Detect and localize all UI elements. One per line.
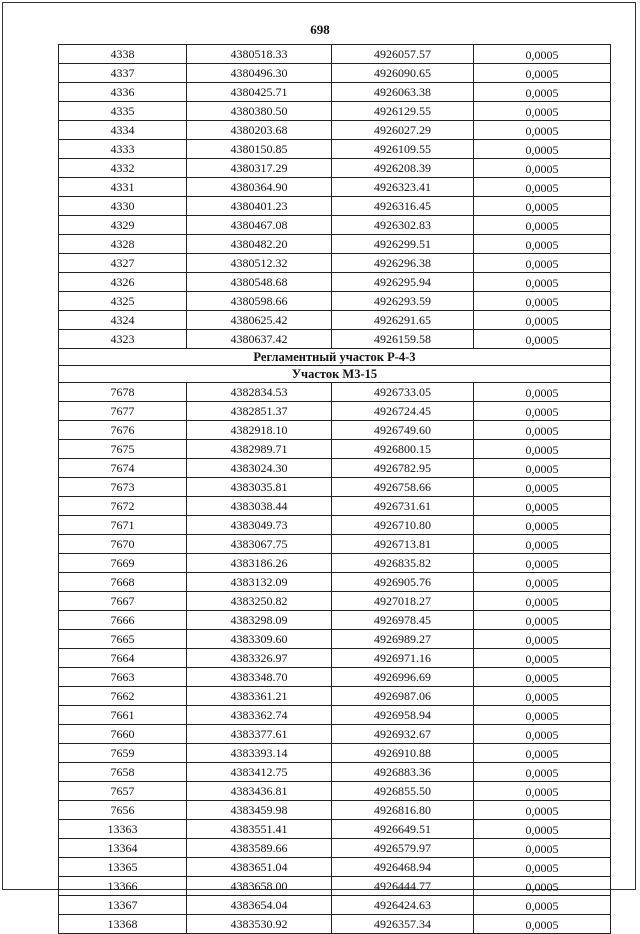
y-coordinate-cell: 4926987.06 xyxy=(332,687,474,706)
table-row xyxy=(59,858,611,877)
point-number-cell: 13367 xyxy=(59,896,187,915)
point-number-cell: 7668 xyxy=(59,573,187,592)
x-coordinate-cell: 4382989.71 xyxy=(187,440,332,459)
accuracy-cell: 0,0005 xyxy=(474,102,611,121)
y-coordinate-cell: 4926357.34 xyxy=(332,915,474,934)
x-coordinate-cell: 4383250.82 xyxy=(187,592,332,611)
table-row xyxy=(59,273,611,292)
table-row xyxy=(59,611,611,630)
y-coordinate-cell: 4926905.76 xyxy=(332,573,474,592)
point-number-cell: 7658 xyxy=(59,763,187,782)
accuracy-cell: 0,0005 xyxy=(474,516,611,535)
point-number-cell: 7671 xyxy=(59,516,187,535)
accuracy-cell: 0,0005 xyxy=(474,235,611,254)
y-coordinate-cell: 4926800.15 xyxy=(332,440,474,459)
point-number-cell: 7663 xyxy=(59,668,187,687)
x-coordinate-cell: 4383412.75 xyxy=(187,763,332,782)
table-row xyxy=(59,140,611,159)
table-row xyxy=(59,554,611,573)
point-number-cell: 7672 xyxy=(59,497,187,516)
table-row xyxy=(59,801,611,820)
y-coordinate-cell: 4926733.05 xyxy=(332,383,474,402)
x-coordinate-cell: 4383361.21 xyxy=(187,687,332,706)
table-row xyxy=(59,649,611,668)
point-number-cell: 4337 xyxy=(59,64,187,83)
y-coordinate-cell: 4926468.94 xyxy=(332,858,474,877)
accuracy-cell: 0,0005 xyxy=(474,782,611,801)
y-coordinate-cell: 4926713.81 xyxy=(332,535,474,554)
y-coordinate-cell: 4926883.36 xyxy=(332,763,474,782)
point-number-cell: 7677 xyxy=(59,402,187,421)
table-row xyxy=(59,197,611,216)
y-coordinate-cell: 4926208.39 xyxy=(332,159,474,178)
y-coordinate-cell: 4926724.45 xyxy=(332,402,474,421)
table-row xyxy=(59,592,611,611)
x-coordinate-cell: 4380625.42 xyxy=(187,311,332,330)
accuracy-cell: 0,0005 xyxy=(474,668,611,687)
point-number-cell: 4334 xyxy=(59,121,187,140)
y-coordinate-cell: 4926316.45 xyxy=(332,197,474,216)
table-row xyxy=(59,83,611,102)
point-number-cell: 7673 xyxy=(59,478,187,497)
accuracy-cell: 0,0005 xyxy=(474,687,611,706)
x-coordinate-cell: 4383326.97 xyxy=(187,649,332,668)
table-row xyxy=(59,896,611,915)
x-coordinate-cell: 4383658.00 xyxy=(187,877,332,896)
x-coordinate-cell: 4383038.44 xyxy=(187,497,332,516)
regulated-area-title: Регламентный участок Р-4-3 xyxy=(59,349,611,366)
x-coordinate-cell: 4383551.41 xyxy=(187,820,332,839)
y-coordinate-cell: 4926293.59 xyxy=(332,292,474,311)
point-number-cell: 4328 xyxy=(59,235,187,254)
accuracy-cell: 0,0005 xyxy=(474,573,611,592)
x-coordinate-cell: 4383035.81 xyxy=(187,478,332,497)
x-coordinate-cell: 4383309.60 xyxy=(187,630,332,649)
point-number-cell: 4332 xyxy=(59,159,187,178)
accuracy-cell: 0,0005 xyxy=(474,630,611,649)
section-headers xyxy=(59,349,611,383)
accuracy-cell: 0,0005 xyxy=(474,877,611,896)
accuracy-cell: 0,0005 xyxy=(474,440,611,459)
point-number-cell: 13364 xyxy=(59,839,187,858)
x-coordinate-cell: 4380380.50 xyxy=(187,102,332,121)
y-coordinate-cell: 4926649.51 xyxy=(332,820,474,839)
y-coordinate-cell: 4926063.38 xyxy=(332,83,474,102)
x-coordinate-cell: 4383186.26 xyxy=(187,554,332,573)
table-row xyxy=(59,311,611,330)
table-row xyxy=(59,159,611,178)
table-row xyxy=(59,330,611,349)
table-row xyxy=(59,178,611,197)
y-coordinate-cell: 4926323.41 xyxy=(332,178,474,197)
x-coordinate-cell: 4383024.30 xyxy=(187,459,332,478)
x-coordinate-cell: 4380598.66 xyxy=(187,292,332,311)
point-number-cell: 7664 xyxy=(59,649,187,668)
table-row xyxy=(59,459,611,478)
x-coordinate-cell: 4382918.10 xyxy=(187,421,332,440)
accuracy-cell: 0,0005 xyxy=(474,820,611,839)
y-coordinate-cell: 4926291.65 xyxy=(332,311,474,330)
point-number-cell: 7675 xyxy=(59,440,187,459)
y-coordinate-cell: 4926932.67 xyxy=(332,725,474,744)
table-row xyxy=(59,763,611,782)
point-number-cell: 7674 xyxy=(59,459,187,478)
y-coordinate-cell: 4926978.45 xyxy=(332,611,474,630)
point-number-cell: 13363 xyxy=(59,820,187,839)
y-coordinate-cell: 4926710.80 xyxy=(332,516,474,535)
point-number-cell: 4330 xyxy=(59,197,187,216)
y-coordinate-cell: 4926159.58 xyxy=(332,330,474,349)
accuracy-cell: 0,0005 xyxy=(474,497,611,516)
point-number-cell: 4336 xyxy=(59,83,187,102)
x-coordinate-cell: 4380150.85 xyxy=(187,140,332,159)
x-coordinate-cell: 4383362.74 xyxy=(187,706,332,725)
x-coordinate-cell: 4380496.30 xyxy=(187,64,332,83)
x-coordinate-cell: 4380317.29 xyxy=(187,159,332,178)
point-number-cell: 7657 xyxy=(59,782,187,801)
x-coordinate-cell: 4380467.08 xyxy=(187,216,332,235)
table-row xyxy=(59,839,611,858)
point-number-cell: 13365 xyxy=(59,858,187,877)
table-row xyxy=(59,630,611,649)
y-coordinate-cell: 4926910.88 xyxy=(332,744,474,763)
x-coordinate-cell: 4383651.04 xyxy=(187,858,332,877)
y-coordinate-cell: 4926758.66 xyxy=(332,478,474,497)
x-coordinate-cell: 4383459.98 xyxy=(187,801,332,820)
y-coordinate-cell: 4926299.51 xyxy=(332,235,474,254)
accuracy-cell: 0,0005 xyxy=(474,858,611,877)
point-number-cell: 7670 xyxy=(59,535,187,554)
point-number-cell: 4327 xyxy=(59,254,187,273)
table-row xyxy=(59,216,611,235)
accuracy-cell: 0,0005 xyxy=(474,915,611,934)
accuracy-cell: 0,0005 xyxy=(474,535,611,554)
accuracy-cell: 0,0005 xyxy=(474,611,611,630)
section-row xyxy=(59,349,611,366)
accuracy-cell: 0,0005 xyxy=(474,478,611,497)
y-coordinate-cell: 4926579.97 xyxy=(332,839,474,858)
x-coordinate-cell: 4380203.68 xyxy=(187,121,332,140)
point-number-cell: 7659 xyxy=(59,744,187,763)
table-row xyxy=(59,782,611,801)
x-coordinate-cell: 4380518.33 xyxy=(187,45,332,64)
y-coordinate-cell: 4926958.94 xyxy=(332,706,474,725)
table-row xyxy=(59,744,611,763)
x-coordinate-cell: 4383348.70 xyxy=(187,668,332,687)
y-coordinate-cell: 4926782.95 xyxy=(332,459,474,478)
table-row xyxy=(59,820,611,839)
accuracy-cell: 0,0005 xyxy=(474,140,611,159)
section-row xyxy=(59,366,611,383)
point-number-cell: 4324 xyxy=(59,311,187,330)
x-coordinate-cell: 4383298.09 xyxy=(187,611,332,630)
accuracy-cell: 0,0005 xyxy=(474,273,611,292)
point-number-cell: 4333 xyxy=(59,140,187,159)
point-number-cell: 7656 xyxy=(59,801,187,820)
x-coordinate-cell: 4380425.71 xyxy=(187,83,332,102)
point-number-cell: 7662 xyxy=(59,687,187,706)
y-coordinate-cell: 4926424.63 xyxy=(332,896,474,915)
x-coordinate-cell: 4383377.61 xyxy=(187,725,332,744)
point-number-cell: 7665 xyxy=(59,630,187,649)
table-row xyxy=(59,64,611,83)
y-coordinate-cell: 4926996.69 xyxy=(332,668,474,687)
y-coordinate-cell: 4926129.55 xyxy=(332,102,474,121)
table-row xyxy=(59,402,611,421)
y-coordinate-cell: 4926444.77 xyxy=(332,877,474,896)
accuracy-cell: 0,0005 xyxy=(474,292,611,311)
page-number: 698 xyxy=(310,22,330,37)
table-row xyxy=(59,254,611,273)
accuracy-cell: 0,0005 xyxy=(474,121,611,140)
point-number-cell: 4338 xyxy=(59,45,187,64)
accuracy-cell: 0,0005 xyxy=(474,45,611,64)
point-number-cell: 4326 xyxy=(59,273,187,292)
y-coordinate-cell: 4926302.83 xyxy=(332,216,474,235)
x-coordinate-cell: 4383436.81 xyxy=(187,782,332,801)
table-row xyxy=(59,535,611,554)
point-number-cell: 7678 xyxy=(59,383,187,402)
x-coordinate-cell: 4383530.92 xyxy=(187,915,332,934)
point-number-cell: 13368 xyxy=(59,915,187,934)
accuracy-cell: 0,0005 xyxy=(474,64,611,83)
point-number-cell: 4329 xyxy=(59,216,187,235)
table-row xyxy=(59,383,611,402)
point-number-cell: 4323 xyxy=(59,330,187,349)
point-number-cell: 7669 xyxy=(59,554,187,573)
y-coordinate-cell: 4926109.55 xyxy=(332,140,474,159)
accuracy-cell: 0,0005 xyxy=(474,554,611,573)
accuracy-cell: 0,0005 xyxy=(474,592,611,611)
point-number-cell: 4335 xyxy=(59,102,187,121)
table-row xyxy=(59,516,611,535)
table-row xyxy=(59,440,611,459)
point-number-cell: 4325 xyxy=(59,292,187,311)
y-coordinate-cell: 4926295.94 xyxy=(332,273,474,292)
point-number-cell: 7676 xyxy=(59,421,187,440)
x-coordinate-cell: 4383049.73 xyxy=(187,516,332,535)
table-row xyxy=(59,573,611,592)
y-coordinate-cell: 4926027.29 xyxy=(332,121,474,140)
accuracy-cell: 0,0005 xyxy=(474,216,611,235)
accuracy-cell: 0,0005 xyxy=(474,839,611,858)
table-row xyxy=(59,687,611,706)
point-number-cell: 7660 xyxy=(59,725,187,744)
y-coordinate-cell: 4926855.50 xyxy=(332,782,474,801)
x-coordinate-cell: 4382834.53 xyxy=(187,383,332,402)
table-row xyxy=(59,725,611,744)
table-row xyxy=(59,292,611,311)
x-coordinate-cell: 4383067.75 xyxy=(187,535,332,554)
accuracy-cell: 0,0005 xyxy=(474,725,611,744)
y-coordinate-cell: 4926749.60 xyxy=(332,421,474,440)
x-coordinate-cell: 4380364.90 xyxy=(187,178,332,197)
point-number-cell: 4331 xyxy=(59,178,187,197)
y-coordinate-cell: 4926835.82 xyxy=(332,554,474,573)
accuracy-cell: 0,0005 xyxy=(474,421,611,440)
accuracy-cell: 0,0005 xyxy=(474,402,611,421)
coordinates-group-1 xyxy=(59,45,611,349)
x-coordinate-cell: 4380512.32 xyxy=(187,254,332,273)
coordinates-table xyxy=(58,44,611,934)
y-coordinate-cell: 4926090.65 xyxy=(332,64,474,83)
point-number-cell: 7666 xyxy=(59,611,187,630)
table-row xyxy=(59,235,611,254)
plot-title: Участок М3-15 xyxy=(59,366,611,383)
table-row xyxy=(59,478,611,497)
accuracy-cell: 0,0005 xyxy=(474,254,611,273)
accuracy-cell: 0,0005 xyxy=(474,763,611,782)
x-coordinate-cell: 4380637.42 xyxy=(187,330,332,349)
accuracy-cell: 0,0005 xyxy=(474,159,611,178)
accuracy-cell: 0,0005 xyxy=(474,383,611,402)
y-coordinate-cell: 4926989.27 xyxy=(332,630,474,649)
point-number-cell: 7661 xyxy=(59,706,187,725)
y-coordinate-cell: 4926816.80 xyxy=(332,801,474,820)
accuracy-cell: 0,0005 xyxy=(474,459,611,478)
table-row xyxy=(59,706,611,725)
accuracy-cell: 0,0005 xyxy=(474,178,611,197)
table-row xyxy=(59,497,611,516)
accuracy-cell: 0,0005 xyxy=(474,649,611,668)
x-coordinate-cell: 4383393.14 xyxy=(187,744,332,763)
x-coordinate-cell: 4380548.68 xyxy=(187,273,332,292)
y-coordinate-cell: 4926296.38 xyxy=(332,254,474,273)
y-coordinate-cell: 4926057.57 xyxy=(332,45,474,64)
y-coordinate-cell: 4926731.61 xyxy=(332,497,474,516)
coordinates-group-2 xyxy=(59,383,611,934)
table-row xyxy=(59,915,611,934)
x-coordinate-cell: 4383132.09 xyxy=(187,573,332,592)
accuracy-cell: 0,0005 xyxy=(474,197,611,216)
x-coordinate-cell: 4382851.37 xyxy=(187,402,332,421)
table-row xyxy=(59,121,611,140)
x-coordinate-cell: 4380401.23 xyxy=(187,197,332,216)
x-coordinate-cell: 4380482.20 xyxy=(187,235,332,254)
accuracy-cell: 0,0005 xyxy=(474,744,611,763)
y-coordinate-cell: 4926971.16 xyxy=(332,649,474,668)
accuracy-cell: 0,0005 xyxy=(474,896,611,915)
table-row xyxy=(59,421,611,440)
table-row xyxy=(59,877,611,896)
table-row xyxy=(59,668,611,687)
accuracy-cell: 0,0005 xyxy=(474,801,611,820)
accuracy-cell: 0,0005 xyxy=(474,706,611,725)
table-row xyxy=(59,102,611,121)
accuracy-cell: 0,0005 xyxy=(474,330,611,349)
point-number-cell: 13366 xyxy=(59,877,187,896)
y-coordinate-cell: 4927018.27 xyxy=(332,592,474,611)
x-coordinate-cell: 4383589.66 xyxy=(187,839,332,858)
accuracy-cell: 0,0005 xyxy=(474,311,611,330)
x-coordinate-cell: 4383654.04 xyxy=(187,896,332,915)
accuracy-cell: 0,0005 xyxy=(474,83,611,102)
point-number-cell: 7667 xyxy=(59,592,187,611)
table-row xyxy=(59,45,611,64)
